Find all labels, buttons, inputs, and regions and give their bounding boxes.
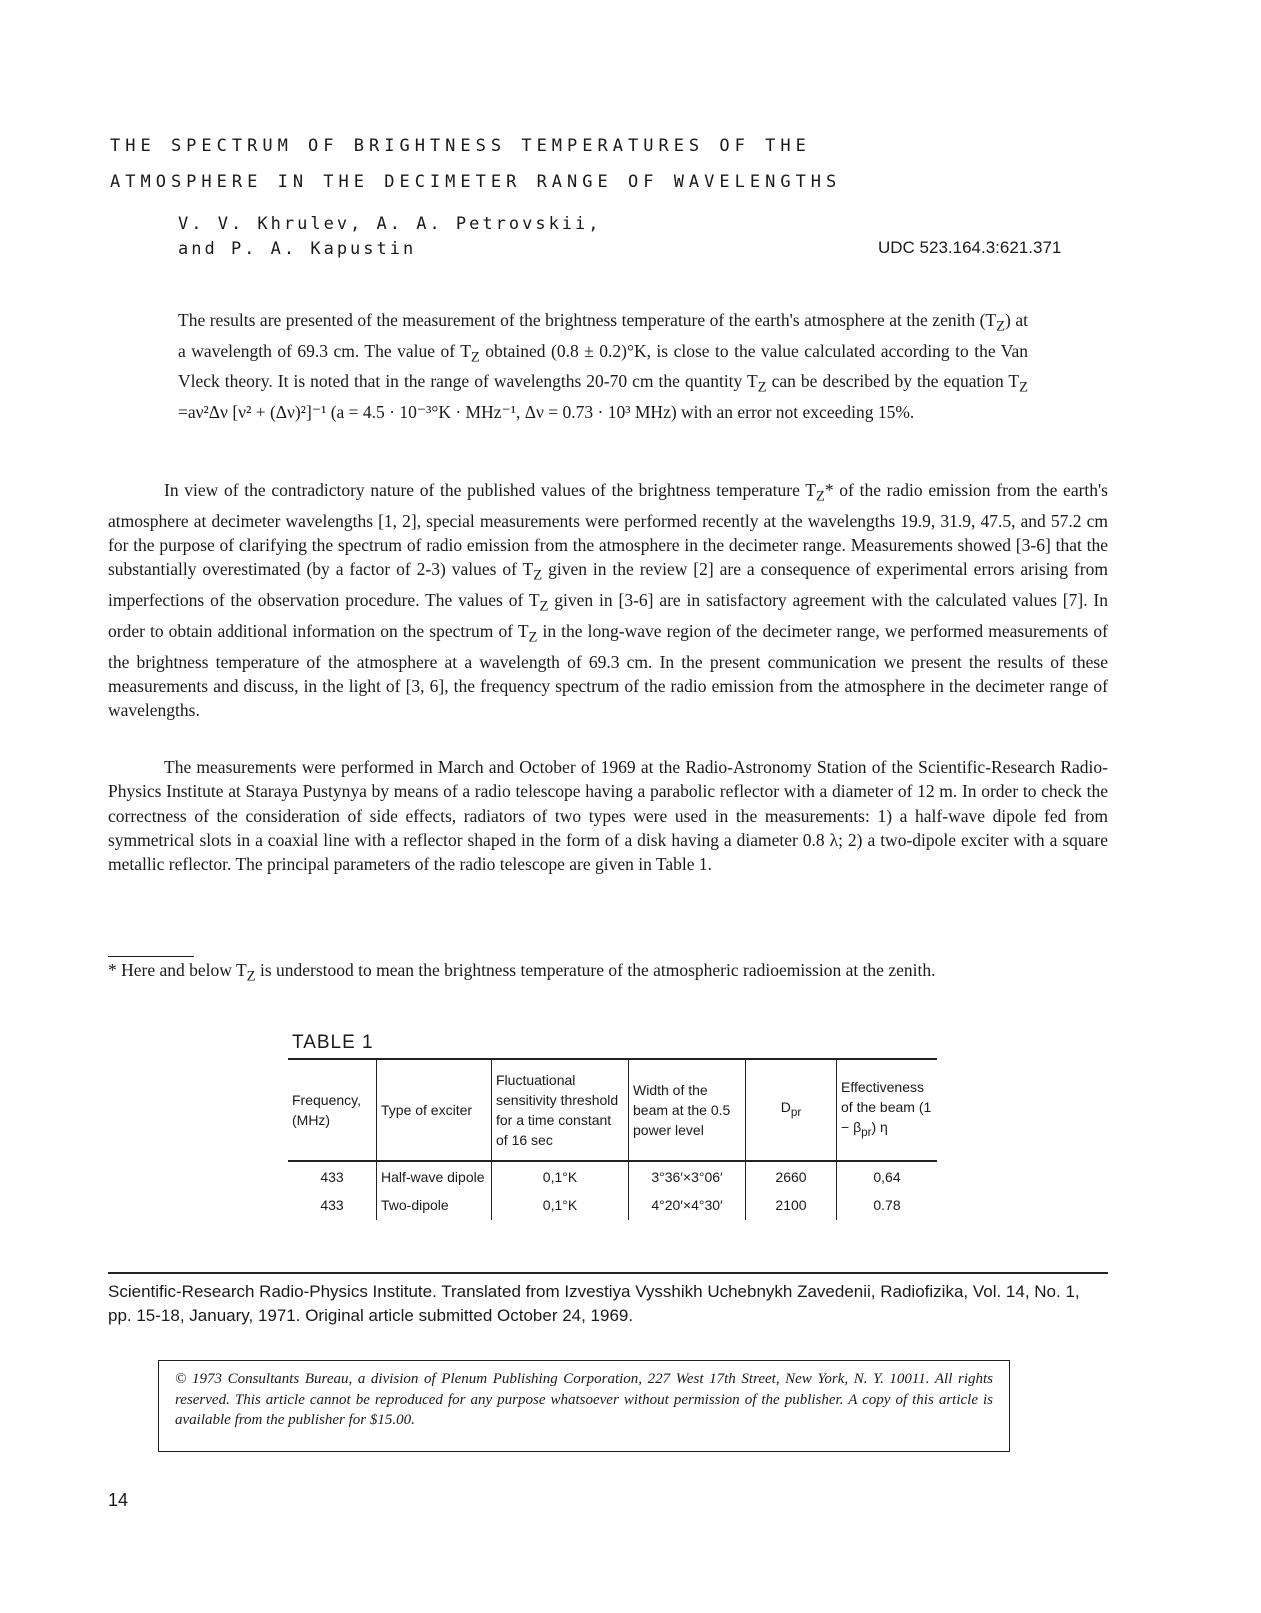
title-line-1: THE SPECTRUM OF BRIGHTNESS TEMPERATURES OF THE (110, 136, 811, 156)
table-caption: TABLE 1 (292, 1032, 374, 1053)
cell-frequency: 433 (320, 1197, 344, 1213)
cell-exciter: Two-dipole (377, 1188, 492, 1220)
cell-exciter: Half-wave dipole (377, 1161, 492, 1188)
parameters-table (288, 1058, 937, 1220)
cell-sensitivity: 0,1°K (492, 1188, 629, 1220)
abstract: The results are presented of the measurement of the brightness temperature of the earth's atmosphere at the zenith $(T_Z)$ at a wavelength of 69.3 cm. The value of $T_Z$ obtained (0.8 ± 0.2)°K, is close to the value calculated according to the Van Vleck theory. It is noted that in the range of wavelengths 20-70 cm the quantity $T_Z$ can be described by the equation $T_Z =a\nu^2\Delta\nu$ [ν² + (Δν)²]⁻¹ (a = 4.5 · 10⁻³°K · MHz⁻¹, Δν = 0.73 · 10³ MHz) with an error not exceeding 15%. (178, 310, 1029, 423)
col-sensitivity: Fluctuational sensitivity threshold for a time constant of 16 sec (492, 1059, 629, 1161)
col-frequency: Frequency, (MHz) (292, 1092, 361, 1128)
page-number: 14 (108, 1490, 129, 1510)
cell-effectiveness: 0,64 (837, 1161, 938, 1188)
author-list (178, 212, 602, 262)
table-header-row (288, 1059, 937, 1161)
body-paragraph-2: The measurements were performed in March and October of 1969 at the Radio-Astronomy Station of the Scientific-Research Radio-Physics Institute at Staraya Pustynya by means of a radio telescope having a parabolic reflector with a diameter of 12 m. In order to check the correctness of the consideration of side effects, radiators of two types were used in the measurements: 1) a half-wave dipole fed from symmetrical slots in a coaxial line with a reflector shaped in the form of a disk having a diameter 0.8 λ; 2) a two-dipole exciter with a square metallic reflector. The principal parameters of the radio telescope are given in Table 1. (108, 757, 1108, 875)
footnote-divider (108, 956, 194, 957)
cell-beam-width: 3°36′×3°06′ (629, 1161, 746, 1188)
title-line-2: ATMOSPHERE IN THE DECIMETER RANGE OF WAVELENGTHS (110, 172, 842, 192)
article-title (110, 128, 841, 200)
affiliation-divider (108, 1272, 1108, 1274)
col-dpr: $D_{pr}$ (746, 1059, 837, 1161)
table-row (288, 1161, 937, 1188)
footnote: * Here and below $T_Z$ is understood to mean the brightness temperature of the atmospheric radioemission at the zenith. (108, 960, 936, 985)
body-paragraph-1: In view of the contradictory nature of the published values of the brightness temperature $T_Z*$ of the radio emission from the earth's atmosphere at decimeter wavelengths [1, 2], special measurements were performed recently at the wavelengths 19.9, 31.9, 47.5, and 57.2 cm for the purpose of clarifying the spectrum of radio emission from the atmosphere in the decimeter range. Measurements showed [3-6] that the substantially overestimated (by a factor of 2-3) values of $T_Z$ given in the review [2] are a consequence of experimental errors arising from imperfections of the observation procedure. The values of $T_Z$ given in [3-6] are in satisfactory agreement with the calculated values [7]. In order to obtain additional information on the spectrum of $T_Z$ in the long-wave region of the decimeter range, we performed measurements of the brightness temperature of the atmosphere at a wavelength of 69.3 cm. In the present communication we present the results of these measurements and discuss, in the light of [3, 6], the frequency spectrum of the radio emission from the atmosphere in the decimeter range of wavelengths. (108, 480, 1108, 721)
authors-line-2: and P. A. Kapustin (178, 239, 417, 259)
authors-line-1: V. V. Khrulev, A. A. Petrovskii, (178, 214, 602, 234)
cell-sensitivity: 0,1°K (492, 1161, 629, 1188)
cell-frequency: 433 (320, 1169, 344, 1185)
copyright-notice: © 1973 Consultants Bureau, a division of Plenum Publishing Corporation, 227 West 17th Street, New York, N. Y. 10011. All rights reserved. This article cannot be reproduced for any purpose whatsoever without permission of the publisher. A copy of this article is available from the publisher for $15.00. (158, 1360, 1010, 1452)
col-exciter: Type of exciter (377, 1059, 492, 1161)
cell-dpr: 2660 (746, 1161, 837, 1188)
affiliation-note: Scientific-Research Radio-Physics Institute. Translated from Izvestiya Vysshikh Uchebnykh Zavedenii, Radiofizika, Vol. 14, No. 1, pp. 15-18, January, 1971. Original article submitted October 24, 1969. (108, 1282, 1080, 1325)
cell-effectiveness: 0.78 (837, 1188, 938, 1220)
table-row (288, 1188, 937, 1220)
udc-code: UDC 523.164.3:621.371 (878, 238, 1062, 257)
cell-beam-width: 4°20′×4°30′ (629, 1188, 746, 1220)
col-beam-width: Width of the beam at the 0.5 power level (629, 1059, 746, 1161)
col-effectiveness: Effectiveness of the beam $(1 - \beta_{pr})$ η (837, 1059, 938, 1161)
cell-dpr: 2100 (746, 1188, 837, 1220)
